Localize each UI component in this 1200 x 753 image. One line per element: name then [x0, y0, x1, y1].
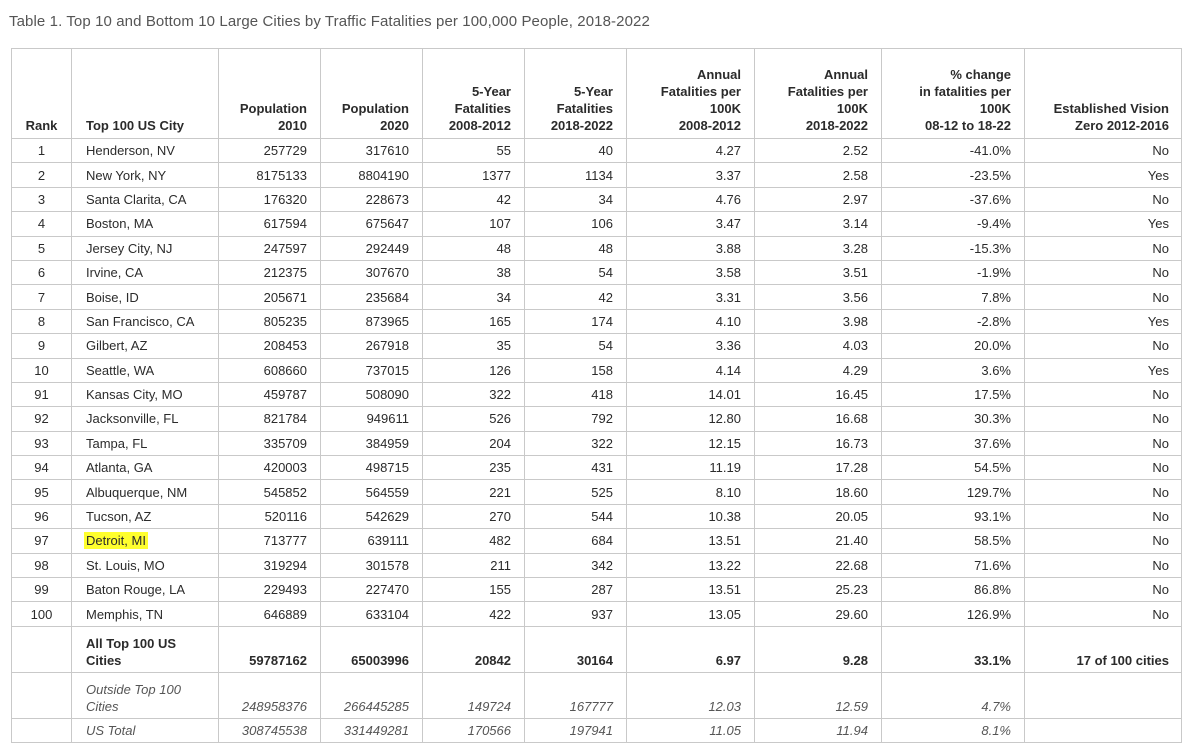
header-line: 2008-2012: [448, 118, 511, 133]
cell-rate-2018-2022: 4.29: [755, 358, 882, 382]
cell-rate-2008-2012: 3.88: [627, 236, 755, 260]
header-line: Top 100 US City: [86, 118, 185, 133]
cell-pct-change: 71.6%: [882, 553, 1025, 577]
cell-population-2020: 266445285: [321, 672, 423, 718]
header-line: Fatalities: [556, 101, 613, 116]
cell-rate-2008-2012: 3.58: [627, 260, 755, 284]
cell-rate-2008-2012: 4.14: [627, 358, 755, 382]
table-row: [12, 480, 1182, 504]
header-line: 100K: [979, 101, 1011, 116]
cell-fatalities-2018-2022: 1134: [525, 163, 627, 187]
cell-city: Tucson, AZ: [72, 504, 219, 528]
cell-rank: 6: [12, 260, 72, 284]
cell-rate-2018-2022: 16.73: [755, 431, 882, 455]
cell-city: [72, 529, 219, 553]
cell-rate-2008-2012: 6.97: [627, 626, 755, 672]
cell-city: Baton Rouge, LA: [72, 578, 219, 602]
cell-fatalities-2008-2012: 526: [423, 407, 525, 431]
cell-fatalities-2018-2022: 40: [525, 139, 627, 163]
cell-population-2020: 633104: [321, 602, 423, 626]
cell-vision-zero: No: [1025, 139, 1182, 163]
cell-city: Gilbert, AZ: [72, 334, 219, 358]
cell-fatalities-2018-2022: 342: [525, 553, 627, 577]
header-line: Fatalities per: [787, 84, 868, 99]
table-row: [12, 163, 1182, 187]
cell-vision-zero: No: [1025, 382, 1182, 406]
cell-population-2020: 235684: [321, 285, 423, 309]
table-row: [12, 529, 1182, 553]
cell-population-2010: 212375: [219, 260, 321, 284]
header-line: 08-12 to 18-22: [925, 118, 1011, 133]
cell-rate-2008-2012: 11.19: [627, 456, 755, 480]
cell-fatalities-2008-2012: 48: [423, 236, 525, 260]
cell-population-2020: 65003996: [321, 626, 423, 672]
cell-vision-zero: No: [1025, 456, 1182, 480]
cell-vision-zero: No: [1025, 407, 1182, 431]
cell-city: Jersey City, NJ: [72, 236, 219, 260]
cell-rate-2018-2022: 3.14: [755, 212, 882, 236]
cell-fatalities-2008-2012: 1377: [423, 163, 525, 187]
cell-vision-zero: No: [1025, 578, 1182, 602]
cell-population-2020: 384959: [321, 431, 423, 455]
cell-population-2020: 331449281: [321, 718, 423, 742]
cell-city: St. Louis, MO: [72, 553, 219, 577]
cell-fatalities-2018-2022: 937: [525, 602, 627, 626]
cell-population-2020: 292449: [321, 236, 423, 260]
cell-rank: 91: [12, 382, 72, 406]
header-line: 100K: [836, 101, 868, 116]
cell-rank: 8: [12, 309, 72, 333]
cell-rate-2018-2022: 25.23: [755, 578, 882, 602]
cell-city: US Total: [72, 718, 219, 742]
table-row: [12, 504, 1182, 528]
cell-city: Boston, MA: [72, 212, 219, 236]
cell-fatalities-2018-2022: 42: [525, 285, 627, 309]
cell-fatalities-2018-2022: 792: [525, 407, 627, 431]
cell-rate-2018-2022: 3.98: [755, 309, 882, 333]
cell-population-2020: 675647: [321, 212, 423, 236]
header-rate-2008-2012: [627, 49, 755, 139]
cell-population-2010: 335709: [219, 431, 321, 455]
table-row: [12, 553, 1182, 577]
cell-pct-change: 129.7%: [882, 480, 1025, 504]
cell-pct-change: -9.4%: [882, 212, 1025, 236]
cell-fatalities-2018-2022: 48: [525, 236, 627, 260]
cell-rate-2018-2022: 17.28: [755, 456, 882, 480]
table-row: [12, 334, 1182, 358]
cell-rank: 98: [12, 553, 72, 577]
cell-rate-2018-2022: 16.45: [755, 382, 882, 406]
cell-rate-2018-2022: 11.94: [755, 718, 882, 742]
cell-rank: 7: [12, 285, 72, 309]
cell-rank: [12, 672, 72, 718]
header-line: Population: [341, 101, 409, 116]
cell-fatalities-2018-2022: 544: [525, 504, 627, 528]
cell-vision-zero: No: [1025, 553, 1182, 577]
cell-population-2010: 608660: [219, 358, 321, 382]
cell-fatalities-2008-2012: 322: [423, 382, 525, 406]
header-line: Zero 2012-2016: [1075, 118, 1169, 133]
cell-fatalities-2008-2012: 38: [423, 260, 525, 284]
cell-rate-2008-2012: 14.01: [627, 382, 755, 406]
cell-city: New York, NY: [72, 163, 219, 187]
cell-pct-change: -23.5%: [882, 163, 1025, 187]
table-row: [12, 309, 1182, 333]
cell-pct-change: 37.6%: [882, 431, 1025, 455]
cell-city: Boise, ID: [72, 285, 219, 309]
cell-city: Henderson, NV: [72, 139, 219, 163]
cell-population-2010: 646889: [219, 602, 321, 626]
header-line: 2008-2012: [678, 118, 741, 133]
cell-city: Seattle, WA: [72, 358, 219, 382]
cell-rate-2018-2022: 18.60: [755, 480, 882, 504]
cell-fatalities-2008-2012: 211: [423, 553, 525, 577]
header-pct-change: [882, 49, 1025, 139]
cell-city: Jacksonville, FL: [72, 407, 219, 431]
cell-fatalities-2008-2012: 221: [423, 480, 525, 504]
cell-fatalities-2008-2012: 20842: [423, 626, 525, 672]
cell-city: Memphis, TN: [72, 602, 219, 626]
table-row: [12, 139, 1182, 163]
header-fatalities-2018-2022: [525, 49, 627, 139]
header-population-2010: [219, 49, 321, 139]
table-row: [12, 187, 1182, 211]
cell-population-2010: 247597: [219, 236, 321, 260]
header-line: 5-Year: [471, 84, 511, 99]
cell-rate-2008-2012: 12.15: [627, 431, 755, 455]
cell-pct-change: 58.5%: [882, 529, 1025, 553]
cell-population-2010: 545852: [219, 480, 321, 504]
cell-population-2010: 208453: [219, 334, 321, 358]
cell-population-2010: 319294: [219, 553, 321, 577]
cell-pct-change: 93.1%: [882, 504, 1025, 528]
cell-vision-zero: No: [1025, 480, 1182, 504]
cell-fatalities-2008-2012: 170566: [423, 718, 525, 742]
summary-row-outside: [12, 672, 1182, 718]
cell-population-2010: 229493: [219, 578, 321, 602]
cell-pct-change: -2.8%: [882, 309, 1025, 333]
cell-fatalities-2008-2012: 235: [423, 456, 525, 480]
cell-rate-2018-2022: 3.28: [755, 236, 882, 260]
cell-pct-change: 20.0%: [882, 334, 1025, 358]
cell-rank: 95: [12, 480, 72, 504]
header-population-2020: [321, 49, 423, 139]
header-city: [72, 49, 219, 139]
cell-population-2010: 59787162: [219, 626, 321, 672]
cell-city: Santa Clarita, CA: [72, 187, 219, 211]
cell-rank: [12, 718, 72, 742]
cell-rank: [12, 626, 72, 672]
cell-rank: 97: [12, 529, 72, 553]
table-row: [12, 212, 1182, 236]
cell-fatalities-2018-2022: 106: [525, 212, 627, 236]
cell-fatalities-2008-2012: 422: [423, 602, 525, 626]
header-line: Fatalities per: [660, 84, 741, 99]
cell-vision-zero: No: [1025, 334, 1182, 358]
cell-fatalities-2018-2022: 158: [525, 358, 627, 382]
cell-population-2020: 307670: [321, 260, 423, 284]
cell-city: All Top 100 US Cities: [72, 626, 219, 672]
cell-rate-2008-2012: 13.51: [627, 578, 755, 602]
cell-fatalities-2008-2012: 165: [423, 309, 525, 333]
header-line: 100K: [709, 101, 741, 116]
cell-fatalities-2008-2012: 42: [423, 187, 525, 211]
cell-population-2010: 205671: [219, 285, 321, 309]
cell-fatalities-2008-2012: 107: [423, 212, 525, 236]
cell-fatalities-2008-2012: 149724: [423, 672, 525, 718]
cell-vision-zero: No: [1025, 285, 1182, 309]
cell-fatalities-2008-2012: 155: [423, 578, 525, 602]
cell-pct-change: 8.1%: [882, 718, 1025, 742]
cell-fatalities-2018-2022: 684: [525, 529, 627, 553]
cell-rate-2008-2012: 3.31: [627, 285, 755, 309]
table-row: [12, 407, 1182, 431]
summary-row-top-100: [12, 626, 1182, 672]
fatalities-table: [11, 48, 1182, 743]
cell-fatalities-2018-2022: 287: [525, 578, 627, 602]
cell-population-2010: 248958376: [219, 672, 321, 718]
cell-pct-change: -1.9%: [882, 260, 1025, 284]
cell-rate-2018-2022: 12.59: [755, 672, 882, 718]
cell-population-2020: 737015: [321, 358, 423, 382]
cell-population-2010: 617594: [219, 212, 321, 236]
cell-rate-2018-2022: 2.52: [755, 139, 882, 163]
cell-population-2020: 267918: [321, 334, 423, 358]
table-caption: Table 1. Top 10 and Bottom 10 Large Cities by Traffic Fatalities per 100,000 People, 2018-2022: [9, 13, 650, 30]
cell-population-2020: 8804190: [321, 163, 423, 187]
cell-city: San Francisco, CA: [72, 309, 219, 333]
cell-population-2010: 8175133: [219, 163, 321, 187]
cell-rate-2018-2022: 16.68: [755, 407, 882, 431]
cell-pct-change: -15.3%: [882, 236, 1025, 260]
cell-fatalities-2008-2012: 204: [423, 431, 525, 455]
cell-population-2020: 301578: [321, 553, 423, 577]
header-line: 2010: [278, 118, 307, 133]
cell-city: Albuquerque, NM: [72, 480, 219, 504]
cell-rate-2018-2022: 3.56: [755, 285, 882, 309]
cell-rank: 9: [12, 334, 72, 358]
cell-population-2020: 498715: [321, 456, 423, 480]
cell-rate-2008-2012: 12.80: [627, 407, 755, 431]
cell-rank: 92: [12, 407, 72, 431]
header-line: Established Vision: [1053, 101, 1169, 116]
cell-population-2020: 542629: [321, 504, 423, 528]
cell-rate-2008-2012: 10.38: [627, 504, 755, 528]
header-line: Population: [239, 101, 307, 116]
cell-vision-zero: No: [1025, 431, 1182, 455]
cell-fatalities-2018-2022: 197941: [525, 718, 627, 742]
cell-rate-2018-2022: 21.40: [755, 529, 882, 553]
cell-pct-change: 3.6%: [882, 358, 1025, 382]
cell-population-2010: 257729: [219, 139, 321, 163]
cell-rate-2018-2022: 4.03: [755, 334, 882, 358]
header-line: 2020: [380, 118, 409, 133]
cell-population-2010: 176320: [219, 187, 321, 211]
cell-fatalities-2018-2022: 322: [525, 431, 627, 455]
cell-population-2010: 713777: [219, 529, 321, 553]
cell-population-2020: 873965: [321, 309, 423, 333]
cell-fatalities-2018-2022: 54: [525, 334, 627, 358]
cell-rank: 4: [12, 212, 72, 236]
cell-rate-2008-2012: 3.47: [627, 212, 755, 236]
cell-rate-2018-2022: 2.58: [755, 163, 882, 187]
cell-rate-2008-2012: 12.03: [627, 672, 755, 718]
header-line: Annual: [823, 67, 868, 82]
cell-population-2020: 227470: [321, 578, 423, 602]
cell-population-2020: 317610: [321, 139, 423, 163]
cell-pct-change: 4.7%: [882, 672, 1025, 718]
cell-pct-change: 54.5%: [882, 456, 1025, 480]
cell-city: Outside Top 100 Cities: [72, 672, 219, 718]
cell-vision-zero: No: [1025, 602, 1182, 626]
cell-city: Kansas City, MO: [72, 382, 219, 406]
cell-fatalities-2018-2022: 174: [525, 309, 627, 333]
cell-pct-change: -37.6%: [882, 187, 1025, 211]
cell-city: Atlanta, GA: [72, 456, 219, 480]
header-line: 5-Year: [573, 84, 613, 99]
cell-city: Tampa, FL: [72, 431, 219, 455]
header-line: 2018-2022: [550, 118, 613, 133]
cell-population-2020: 949611: [321, 407, 423, 431]
cell-vision-zero: No: [1025, 504, 1182, 528]
cell-rate-2008-2012: 4.27: [627, 139, 755, 163]
cell-fatalities-2018-2022: 54: [525, 260, 627, 284]
header-rate-2018-2022: [755, 49, 882, 139]
cell-population-2020: 639111: [321, 529, 423, 553]
cell-vision-zero: Yes: [1025, 163, 1182, 187]
cell-pct-change: 7.8%: [882, 285, 1025, 309]
cell-rate-2008-2012: 4.76: [627, 187, 755, 211]
table-row: [12, 382, 1182, 406]
cell-vision-zero: No: [1025, 529, 1182, 553]
cell-fatalities-2008-2012: 55: [423, 139, 525, 163]
header-row: [12, 49, 1182, 139]
cell-rate-2008-2012: 11.05: [627, 718, 755, 742]
header-line: Annual: [696, 67, 741, 82]
header-line: in fatalities per: [919, 84, 1011, 99]
cell-vision-zero: Yes: [1025, 212, 1182, 236]
cell-rank: 94: [12, 456, 72, 480]
cell-rate-2018-2022: 9.28: [755, 626, 882, 672]
cell-rank: 1: [12, 139, 72, 163]
table-row: [12, 456, 1182, 480]
table-row: [12, 358, 1182, 382]
cell-rate-2008-2012: 3.36: [627, 334, 755, 358]
header-fatalities-2008-2012: [423, 49, 525, 139]
cell-rate-2008-2012: 13.51: [627, 529, 755, 553]
header-line: Rank: [25, 118, 58, 133]
cell-population-2010: 821784: [219, 407, 321, 431]
cell-fatalities-2008-2012: 482: [423, 529, 525, 553]
cell-rank: 93: [12, 431, 72, 455]
cell-rank: 96: [12, 504, 72, 528]
table-row: [12, 578, 1182, 602]
highlighted-city: Detroit, MI: [86, 533, 146, 549]
cell-fatalities-2008-2012: 270: [423, 504, 525, 528]
cell-rate-2018-2022: 2.97: [755, 187, 882, 211]
cell-vision-zero: 17 of 100 cities: [1025, 626, 1182, 672]
header-line: 2018-2022: [805, 118, 868, 133]
cell-rate-2008-2012: 13.22: [627, 553, 755, 577]
table-row: [12, 285, 1182, 309]
cell-rate-2018-2022: 20.05: [755, 504, 882, 528]
cell-pct-change: 126.9%: [882, 602, 1025, 626]
cell-rate-2008-2012: 3.37: [627, 163, 755, 187]
header-rank: [12, 49, 72, 139]
cell-rate-2008-2012: 4.10: [627, 309, 755, 333]
cell-pct-change: -41.0%: [882, 139, 1025, 163]
cell-population-2010: 459787: [219, 382, 321, 406]
cell-fatalities-2018-2022: 30164: [525, 626, 627, 672]
cell-population-2010: 805235: [219, 309, 321, 333]
cell-fatalities-2018-2022: 431: [525, 456, 627, 480]
cell-vision-zero: [1025, 672, 1182, 718]
cell-rank: 2: [12, 163, 72, 187]
cell-pct-change: 33.1%: [882, 626, 1025, 672]
summary-row-us-total: [12, 718, 1182, 742]
cell-vision-zero: No: [1025, 187, 1182, 211]
cell-rate-2018-2022: 29.60: [755, 602, 882, 626]
table-row: [12, 236, 1182, 260]
cell-rate-2018-2022: 3.51: [755, 260, 882, 284]
cell-vision-zero: Yes: [1025, 358, 1182, 382]
cell-rank: 3: [12, 187, 72, 211]
cell-rank: 100: [12, 602, 72, 626]
cell-fatalities-2008-2012: 126: [423, 358, 525, 382]
cell-population-2020: 508090: [321, 382, 423, 406]
cell-population-2010: 308745538: [219, 718, 321, 742]
cell-city: Irvine, CA: [72, 260, 219, 284]
cell-pct-change: 17.5%: [882, 382, 1025, 406]
cell-rate-2018-2022: 22.68: [755, 553, 882, 577]
cell-vision-zero: No: [1025, 260, 1182, 284]
table-body: [12, 139, 1182, 743]
cell-population-2010: 520116: [219, 504, 321, 528]
cell-rank: 5: [12, 236, 72, 260]
header-line: % change: [950, 67, 1011, 82]
cell-rate-2008-2012: 8.10: [627, 480, 755, 504]
cell-fatalities-2018-2022: 167777: [525, 672, 627, 718]
cell-rate-2008-2012: 13.05: [627, 602, 755, 626]
cell-population-2010: 420003: [219, 456, 321, 480]
cell-fatalities-2008-2012: 34: [423, 285, 525, 309]
cell-vision-zero: No: [1025, 236, 1182, 260]
cell-fatalities-2018-2022: 34: [525, 187, 627, 211]
cell-population-2020: 564559: [321, 480, 423, 504]
cell-rank: 10: [12, 358, 72, 382]
header-vision-zero: [1025, 49, 1182, 139]
header-line: Fatalities: [454, 101, 511, 116]
cell-fatalities-2018-2022: 418: [525, 382, 627, 406]
cell-vision-zero: Yes: [1025, 309, 1182, 333]
cell-fatalities-2008-2012: 35: [423, 334, 525, 358]
cell-vision-zero: [1025, 718, 1182, 742]
table-row: [12, 260, 1182, 284]
cell-pct-change: 30.3%: [882, 407, 1025, 431]
cell-fatalities-2018-2022: 525: [525, 480, 627, 504]
cell-population-2020: 228673: [321, 187, 423, 211]
cell-pct-change: 86.8%: [882, 578, 1025, 602]
cell-rank: 99: [12, 578, 72, 602]
table-row: [12, 602, 1182, 626]
table-row: [12, 431, 1182, 455]
